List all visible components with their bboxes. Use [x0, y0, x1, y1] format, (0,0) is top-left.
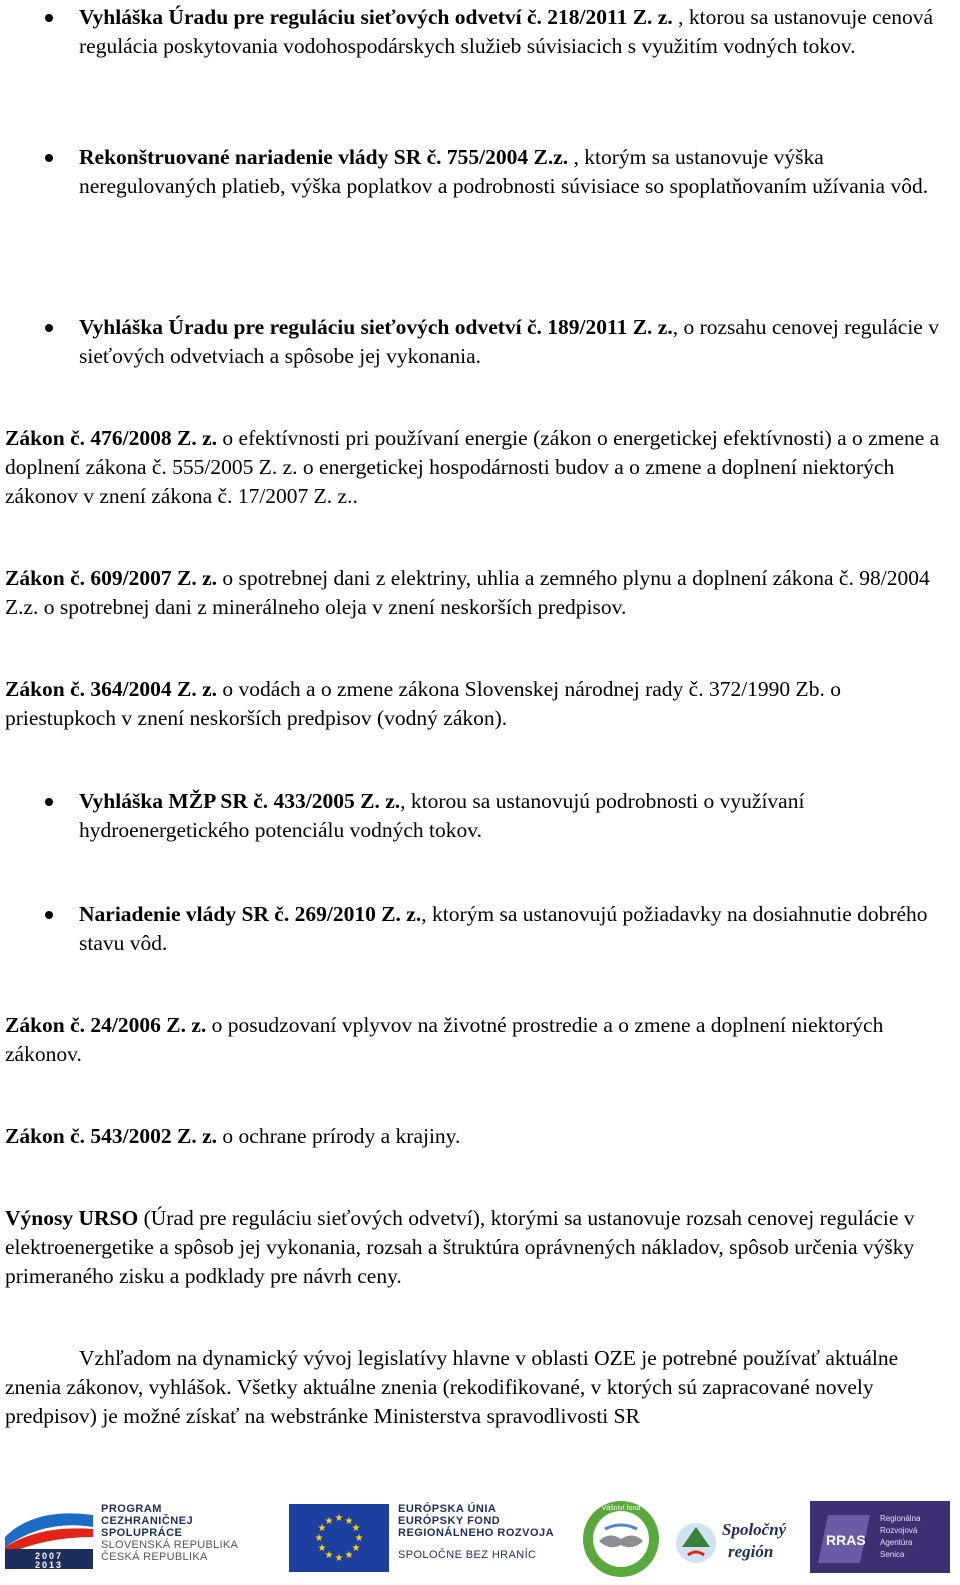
law-description: , ktorou sa ustanovujú podrobnosti o využívaní hydroenergetického potenciálu vodných tokov.	[79, 789, 805, 842]
svg-text:★: ★	[344, 1550, 354, 1561]
law-description: , ktorou sa ustanovuje cenová regulácia poskytovania vodohospodárskych služieb súvisiacich s využitím vodných tokov.	[79, 5, 934, 58]
svg-text:★: ★	[351, 1543, 361, 1554]
svg-text:★: ★	[334, 1513, 344, 1524]
eu-line: REGIONÁLNEHO ROZVOJA	[398, 1527, 555, 1539]
eu-text	[398, 1503, 573, 1539]
hands-logo-text: Vášniví fond	[601, 1505, 641, 1512]
law-description: (Úrad pre reguláciu sieťových odvetví), ktorými sa ustanovuje rozsah cenovej regulácie v elektroenergetike a spôsob jej vykonania, rozsah a štruktúra oprávnených nákladov, spôsob určenia výšky primeraného zisku a podklady pre návrh ceny.	[5, 1206, 915, 1288]
bullet-icon	[45, 154, 53, 162]
program-logo	[5, 1507, 95, 1569]
program-year-start: 2007	[34, 1551, 64, 1561]
law-description: o vodách a o zmene zákona Slovenskej národnej rady č. 372/1990 Zb. o priestupkoch v znení neskorších predpisov (vodný zákon).	[5, 677, 841, 730]
svg-text:★: ★	[317, 1543, 327, 1554]
program-year-end: 2013	[34, 1560, 64, 1569]
closing-paragraph: Vzhľadom na dynamický vývoj legislatívy hlavne v oblasti OZE je potrebné používať aktuálne znenia zákonov, vyhlášok. Všetky aktuálne znenia (rekodifikované, v ktorých sú zapracované novely predpisov) je možné získať na webstránke Ministerstva spravodlivosti SR	[5, 1346, 899, 1428]
list-item	[79, 3, 955, 61]
law-description: o ochrane prírody a krajiny.	[217, 1124, 461, 1148]
paragraph	[5, 1122, 955, 1151]
svg-text:★: ★	[354, 1533, 364, 1544]
bullet-icon	[45, 911, 53, 919]
svg-text:★: ★	[344, 1516, 354, 1527]
law-title: Nariadenie vlády SR č. 269/2010 Z. z.	[79, 902, 422, 926]
law-title: Vyhláška Úradu pre reguláciu sieťových odvetví č. 189/2011 Z. z.	[79, 315, 673, 339]
eu-line: EURÓPSKA ÚNIA	[398, 1503, 497, 1515]
paragraph	[5, 1204, 955, 1290]
list-item	[79, 900, 955, 958]
spolocny-region-logo	[672, 1503, 802, 1573]
law-title: Zákon č. 543/2002 Z. z.	[5, 1124, 218, 1148]
paragraph	[5, 424, 955, 510]
law-title: Výnosy URSO	[5, 1206, 139, 1230]
spolocny-line2: región	[728, 1542, 774, 1561]
law-description: o efektívnosti pri používaní energie (zákon o energetickej efektívnosti) a o zmene a doplnení zákona č. 555/2005 Z. z. o energetickej hospodárnosti budov a o zmene a doplnení niektorých zákonov v znení zákona č. 17/2007 Z. z..	[5, 426, 940, 508]
eu-flag-icon	[289, 1504, 389, 1572]
svg-text:★: ★	[314, 1533, 324, 1544]
svg-text:★: ★	[334, 1553, 344, 1564]
list-item	[79, 143, 955, 201]
law-title: Zákon č. 609/2007 Z. z.	[5, 566, 218, 590]
law-title: Rekonštruované nariadenie vlády SR č. 755/2004 Z.z.	[79, 145, 569, 169]
paragraph	[5, 1011, 955, 1069]
svg-text:★: ★	[324, 1550, 334, 1561]
law-title: Vyhláška MŽP SR č. 433/2005 Z. z.	[79, 789, 401, 813]
program-text	[101, 1503, 271, 1563]
eu-line: EURÓPSKY FOND	[398, 1515, 501, 1527]
paragraph	[5, 675, 955, 733]
program-line: SLOVENSKÁ REPUBLIKA	[101, 1539, 239, 1551]
program-line: CEZHRANIČNEJ	[101, 1515, 194, 1527]
law-title: Zákon č. 476/2008 Z. z.	[5, 426, 218, 450]
law-description: , ktorým sa ustanovuje výška neregulovaných platieb, výška poplatkov a podrobnosti súvisiace so spoplatňovaním užívania vôd.	[79, 145, 929, 198]
paragraph	[5, 564, 955, 622]
bullet-icon	[45, 14, 53, 22]
footer-logos	[0, 1497, 960, 1585]
law-description: , ktorým sa ustanovujú požiadavky na dosiahnutie dobrého stavu vôd.	[79, 902, 928, 955]
law-title: Zákon č. 24/2006 Z. z.	[5, 1013, 207, 1037]
program-line: SPOLUPRÁCE	[101, 1527, 183, 1539]
law-description: , o rozsahu cenovej regulácie v sieťových odvetviach a spôsobe jej vykonania.	[79, 315, 939, 368]
svg-text:★: ★	[324, 1516, 334, 1527]
bullet-icon	[45, 798, 53, 806]
program-line: ČESKÁ REPUBLIKA	[101, 1551, 208, 1563]
rras-name: RRAS	[826, 1532, 866, 1548]
eu-motto: SPOLOČNE BEZ HRANÍC	[398, 1549, 537, 1561]
bullet-icon	[45, 324, 53, 332]
law-title: Zákon č. 364/2004 Z. z.	[5, 677, 218, 701]
rras-line: Regionálna	[880, 1514, 921, 1523]
rras-line: Senica	[880, 1550, 905, 1559]
spolocny-line1: Spoločný	[722, 1520, 787, 1539]
rras-line: Rozvojová	[880, 1526, 918, 1535]
rras-line: Agentúra	[880, 1538, 913, 1547]
handshake-logo-icon	[575, 1499, 667, 1579]
law-description: o posudzovaní vplyvov na životné prostredie a o zmene a doplnení niektorých zákonov.	[5, 1013, 884, 1066]
list-item	[79, 787, 955, 845]
list-item	[79, 313, 955, 371]
svg-text:★: ★	[317, 1523, 327, 1534]
program-line: PROGRAM	[101, 1503, 162, 1515]
rras-logo	[810, 1501, 950, 1573]
law-title: Vyhláška Úradu pre reguláciu sieťových odvetví č. 218/2011 Z. z.	[79, 5, 673, 29]
svg-text:★: ★	[351, 1523, 361, 1534]
law-description: o spotrebnej dani z elektriny, uhlia a zemného plynu a doplnení zákona č. 98/2004 Z.z. o spotrebnej dani z minerálneho oleja v znení neskorších predpisov.	[5, 566, 930, 619]
